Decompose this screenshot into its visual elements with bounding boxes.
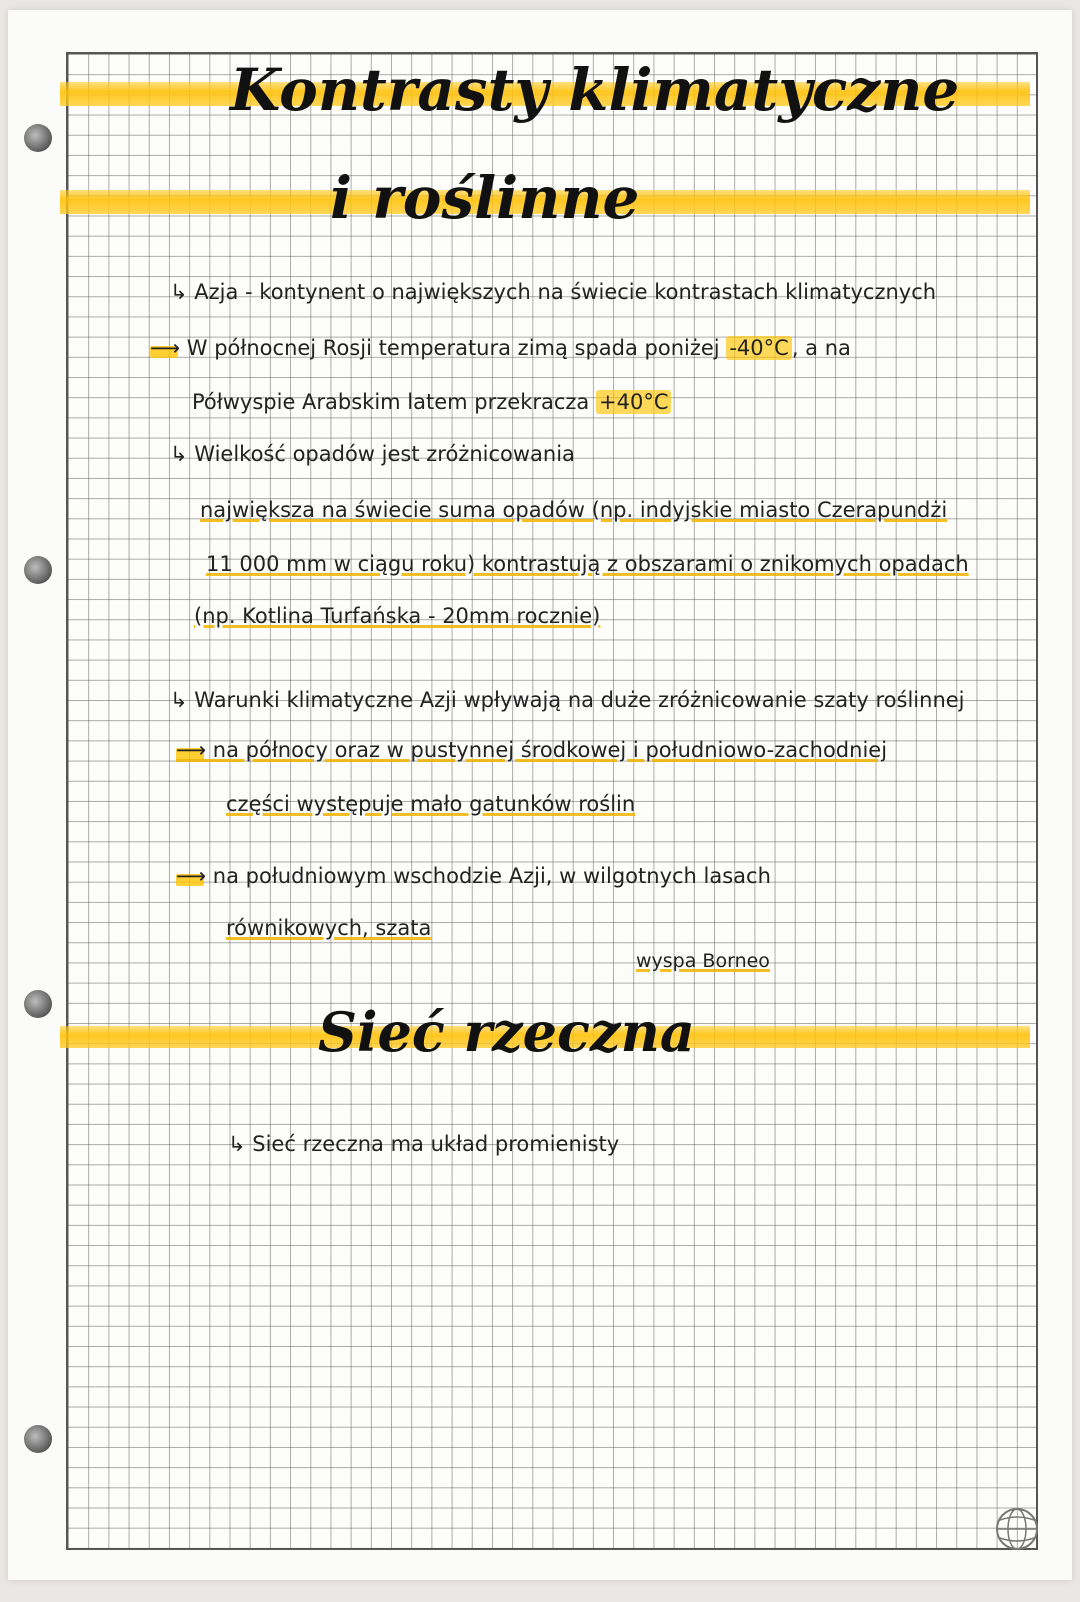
note-line: ⟶ na południowym wschodzie Azji, w wilgotnych lasach xyxy=(176,864,771,888)
note-line: ↳ Warunki klimatyczne Azji wpływają na duże zróżnicowanie szaty roślinnej xyxy=(170,688,965,712)
page-title-line2: i roślinne xyxy=(330,164,640,232)
temperature-max: +40°C xyxy=(596,390,671,414)
note-line: wyspa Borneo xyxy=(636,950,770,972)
note-line: części występuje mało gatunków roślin xyxy=(226,792,636,816)
note-line xyxy=(150,336,851,360)
binder-hole xyxy=(24,124,52,152)
note-line: 11 000 mm w ciągu roku) kontrastują z obszarami o znikomych opadach xyxy=(206,552,969,576)
note-line: ↳ Azja - kontynent o największych na świecie kontrastach klimatycznych xyxy=(170,280,937,304)
note-line: (np. Kotlina Turfańska - 20mm rocznie) xyxy=(194,604,601,628)
note-text: ⟶ W północnej Rosji temperatura zimą spada poniżej xyxy=(150,336,720,360)
note-line: ↳ Sieć rzeczna ma układ promienisty xyxy=(228,1132,620,1156)
note-line: ↳ Wielkość opadów jest zróżnicowania xyxy=(170,442,575,466)
note-line: największa na świecie suma opadów (np. indyjskie miasto Czerapundżi xyxy=(200,498,948,522)
binder-hole xyxy=(24,990,52,1018)
section-title: Sieć rzeczna xyxy=(318,1000,695,1064)
note-line: równikowych, szata xyxy=(226,916,432,940)
note-text: , a na xyxy=(791,336,851,360)
temperature-min: -40°C xyxy=(726,336,791,360)
binder-hole xyxy=(24,1425,52,1453)
globe-logo-icon xyxy=(994,1506,1040,1552)
binder-hole xyxy=(24,556,52,584)
note-line xyxy=(192,390,671,414)
note-line: ⟶ na północy oraz w pustynnej środkowej i południowo-zachodniej xyxy=(176,738,888,762)
note-text: Półwyspie Arabskim latem przekracza xyxy=(192,390,590,414)
page-title-line1: Kontrasty klimatyczne xyxy=(230,56,960,124)
